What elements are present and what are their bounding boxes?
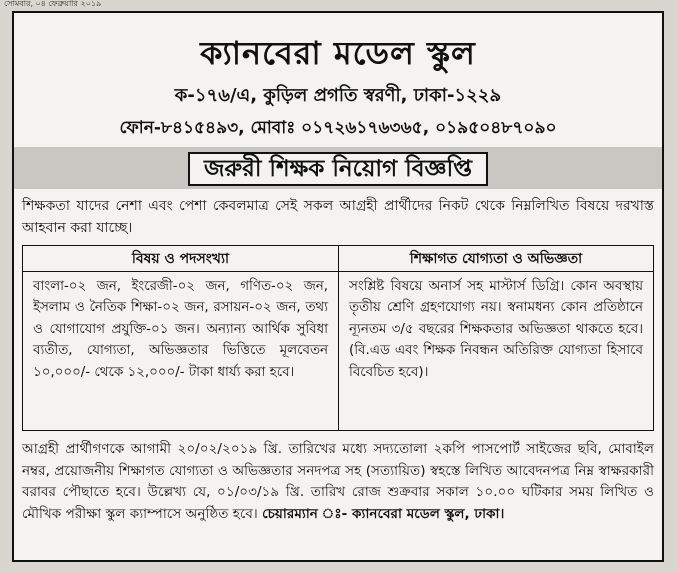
school-name: ক্যানবেরা মডেল স্কুল <box>200 34 476 72</box>
subjects-header: বিষয় ও পদসংখ্যা <box>23 246 338 272</box>
notice-title: জরুরী শিক্ষক নিয়োগ বিজ্ঞপ্তি <box>188 152 488 186</box>
qualification-column <box>339 246 653 430</box>
qualification-header: শিক্ষাগত যোগ্যতা ও অভিজ্ঞতা <box>339 246 653 272</box>
school-address: ক-১৭৬/এ, কুড়িল প্রগতি স্বরণী, ঢাকা-১২২৯ <box>174 85 502 106</box>
school-phones: ফোন-৮৪১৫৪৯৩, মোবাঃ ০১৭২৬১৭৬৩৬৫, ০১৯৫০৪৮৭০৯০ <box>119 118 557 138</box>
subjects-column <box>23 246 339 430</box>
subjects-body: বাংলা-০২ জন, ইংরেজী-০২ জন, গণিত-০২ জন, ইসলাম ও নৈতিক শিক্ষা-০২ জন, রসায়ন-০২ জন, তথ্য ও যোগাযোগ প্রযুক্তি-০১ জন। অন্যান্য আর্থিক সুবিধা ব্যতীত, যোগ্যতা, অভিজ্ঞতার ভিত্তিতে মূলবেতন ১০,০০০/- থেকে ১২,০০০/- টাকা ধার্য্য করা হবে। <box>33 279 328 380</box>
requirements-table <box>22 245 654 431</box>
chairman-signature: চেয়ারম্যান ঃ- ক্যানবেরা মডেল স্কুল, ঢাকা। <box>262 505 505 522</box>
title-bar <box>14 147 662 189</box>
newspaper-top-strip: সোমবার, ০৪ ফেব্রুয়ারি ২০১৯ <box>4 0 102 8</box>
intro-paragraph: শিক্ষকতা যাদের নেশা এবং পেশা কেবলমাত্র সেই সকল আগ্রহী প্রার্থীদের নিকট থেকে নিম্নলিখিত বিষয়ে দরখাস্ত আহবান করা যাচ্ছে। <box>22 198 654 236</box>
application-instructions <box>22 439 654 525</box>
qualification-body: সংশ্লিষ্ট বিষয়ে অনার্স সহ মাস্টার্স ডিগ্রি। কোন অবস্থায় তৃতীয় শ্রেণি গ্রহণযোগ্য নয়। স্বনামধন্য কোন প্রতিষ্ঠানে ন্যূনতম ৩/৫ বছরের শিক্ষকতার অভিজ্ঞতা থাকতে হবে। (বি.এড এবং শিক্ষক নিবন্ধন অতিরিক্ত যোগ্যতা হিসাবে বিবেচিত হবে)। <box>349 279 643 380</box>
job-notice <box>12 11 664 562</box>
instructions-text: আগ্রহী প্রার্থীগণকে আগামী ২০/০২/২০১৯ খ্রি. তারিখের মধ্যে সদ্যতোলা ২কপি পাসপোর্ট সাইজের ছবি, মোবাইল নম্বর, প্রয়োজনীয় শিক্ষাগত যোগ্যতা ও অভিজ্ঞতার সনদপত্র সহ (সত্যায়িত) স্বহস্তে লিখিত আবেদনপত্র নিম্ন স্বাক্ষরকারী বরাবর পৌছাতে হবে। উল্লেখ্য যে, ০১/০৩/১৯ খ্রি. তারিখ রোজ শুক্রবার সকাল ১০.০০ ঘটিকার সময় লিখিত ও মৌখিক পরীক্ষা স্কুল ক্যাম্পাসে অনুষ্ঠিত হবে। <box>22 441 654 522</box>
